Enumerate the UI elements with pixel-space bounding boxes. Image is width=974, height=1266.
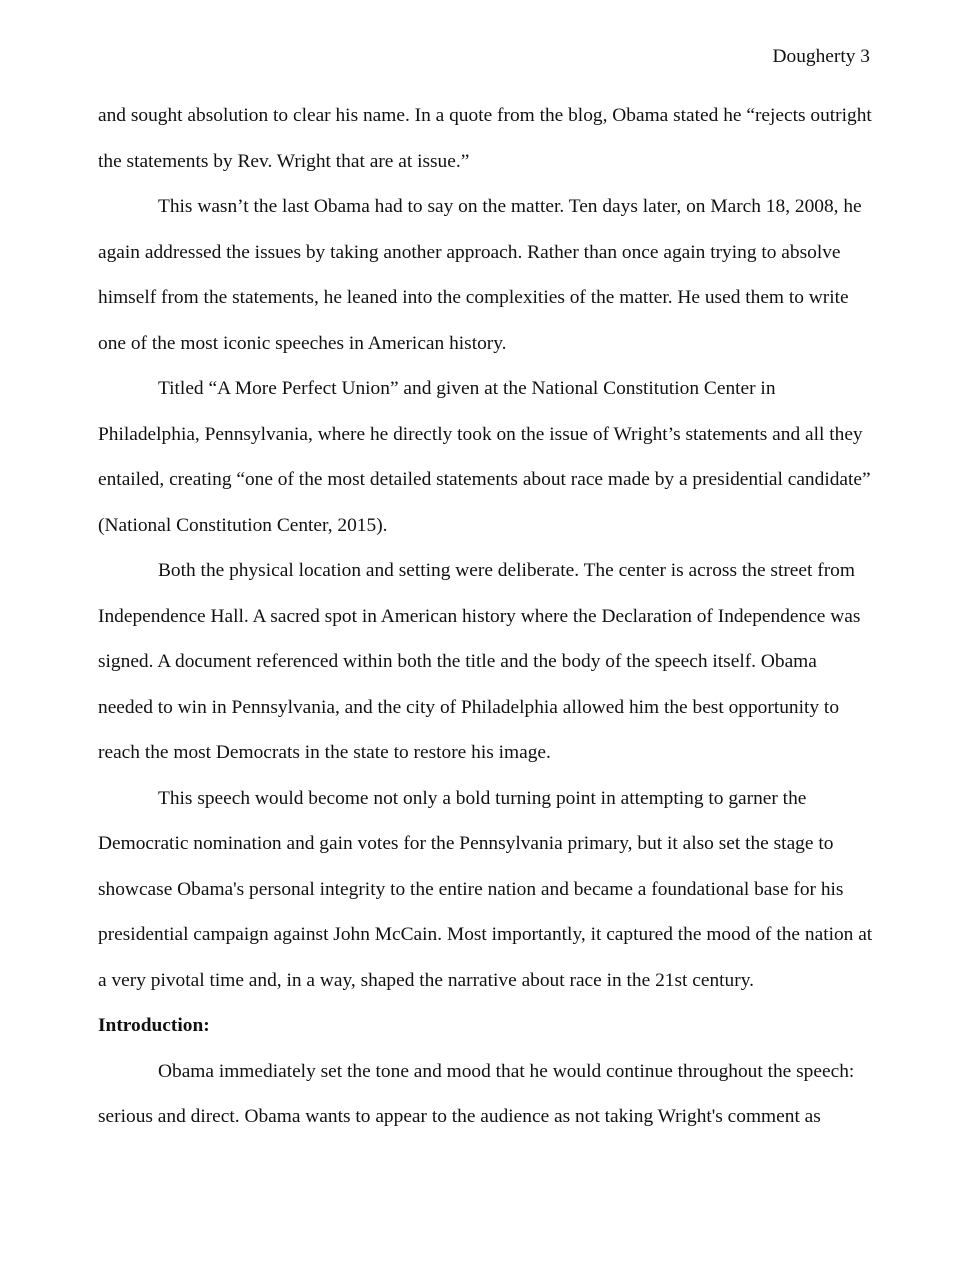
paragraph: Obama immediately set the tone and mood that he would continue throughout the speech: serious and direct. Obama wants to appear to the audience as not taking Wright's comment as — [98, 1060, 855, 1127]
paragraph: Both the physical location and setting were deliberate. The center is across the street from Independence Hall. A sacred spot in American history where the Declaration of Independence was signed. A document referenced within both the title and the body of the speech itself. Obama needed to win in Pennsylvania, and the city of Philadelphia allowed him the best opportunity to reach the most Democrats in the state to restore his image. — [98, 560, 861, 763]
paragraph: This speech would become not only a bold turning point in attempting to garner the Democratic nomination and gain votes for the Pennsylvania primary, but it also set the stage to showcase Obama's personal integrity to the entire nation and became a foundational base for his presidential campaign against John McCain. Most importantly, it captured the mood of the nation at a very pivotal time and, in a way, shaped the narrative about race in the 21st century. — [98, 787, 873, 991]
paragraph-continuation: and sought absolution to clear his name. In a quote from the blog, Obama stated he “rejects outright the statements by Rev. Wright that are at issue.” — [98, 105, 872, 172]
body-text — [98, 93, 874, 1140]
paragraph: This wasn’t the last Obama had to say on the matter. Ten days later, on March 18, 2008, he again addressed the issues by taking another approach. Rather than once again trying to absolve himself from the statements, he leaned into the complexities of the matter. He used them to write one of the most iconic speeches in American history. — [98, 196, 862, 354]
paragraph: Titled “A More Perfect Union” and given at the National Constitution Center in Philadelphia, Pennsylvania, where he directly took on the issue of Wright’s statements and all they entailed, creating “one of the most detailed statements about race made by a presidential candidate” (National Constitution Center, 2015). — [98, 378, 871, 536]
section-heading: Introduction: — [98, 1015, 210, 1036]
running-head: Dougherty 3 — [772, 46, 870, 67]
